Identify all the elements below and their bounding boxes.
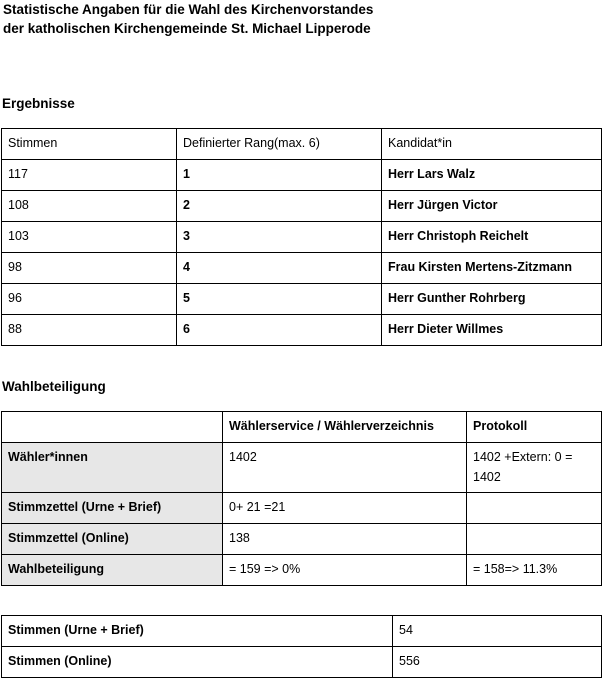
- table-row: [2, 160, 602, 191]
- rank-cell: 5: [177, 284, 382, 315]
- results-header-cell: Kandidat*in: [382, 129, 602, 160]
- rank-cell: 4: [177, 253, 382, 284]
- table-row: [2, 315, 602, 346]
- service-value-cell: 0+ 21 =21: [223, 493, 467, 524]
- row-label-cell: Stimmen (Urne + Brief): [2, 616, 393, 647]
- row-label-cell: Stimmzettel (Online): [2, 524, 223, 555]
- candidate-cell: Herr Lars Walz: [382, 160, 602, 191]
- votes-cell: 98: [2, 253, 177, 284]
- title-line-2: der katholischen Kirchengemeinde St. Michael Lipperode: [3, 21, 371, 36]
- row-label-cell: Stimmen (Online): [2, 647, 393, 678]
- protocol-value-cell: [467, 524, 602, 555]
- candidate-cell: Herr Christoph Reichelt: [382, 222, 602, 253]
- results-header-cell: Stimmen: [2, 129, 177, 160]
- candidate-cell: Herr Jürgen Victor: [382, 191, 602, 222]
- row-label-cell: Stimmzettel (Urne + Brief): [2, 493, 223, 524]
- votes-cell: 117: [2, 160, 177, 191]
- votes-value-cell: 556: [393, 647, 602, 678]
- row-label-cell: Wähler*innen: [2, 443, 223, 493]
- votes-value-cell: 54: [393, 616, 602, 647]
- rank-cell: 1: [177, 160, 382, 191]
- candidate-cell: Herr Dieter Willmes: [382, 315, 602, 346]
- service-value-cell: 138: [223, 524, 467, 555]
- title-line-1: Statistische Angaben für die Wahl des Kirchenvorstandes: [3, 2, 374, 17]
- table-row: [2, 555, 602, 586]
- protocol-value-cell: [467, 493, 602, 524]
- votes-table: [1, 615, 602, 678]
- protocol-value-cell: = 158=> 11.3%: [467, 555, 602, 586]
- candidate-cell: Frau Kirsten Mertens-Zitzmann: [382, 253, 602, 284]
- table-row: [2, 191, 602, 222]
- turnout-table: [1, 411, 602, 586]
- turnout-header-cell: [2, 412, 223, 443]
- turnout-header-cell: Wählerservice / Wählerverzeichnis: [223, 412, 467, 443]
- turnout-header-cell: Protokoll: [467, 412, 602, 443]
- results-header-row: [2, 129, 602, 160]
- results-table: [1, 128, 602, 346]
- votes-cell: 103: [2, 222, 177, 253]
- row-label-cell: Wahlbeteiligung: [2, 555, 223, 586]
- rank-cell: 3: [177, 222, 382, 253]
- candidate-cell: Herr Gunther Rohrberg: [382, 284, 602, 315]
- rank-cell: 6: [177, 315, 382, 346]
- turnout-heading: Wahlbeteiligung: [2, 379, 106, 394]
- table-row: [2, 284, 602, 315]
- turnout-header-row: [2, 412, 602, 443]
- protocol-value-cell: 1402 +Extern: 0 = 1402: [467, 443, 602, 493]
- results-header-cell: Definierter Rang(max. 6): [177, 129, 382, 160]
- votes-cell: 96: [2, 284, 177, 315]
- table-row: [2, 524, 602, 555]
- table-row: [2, 253, 602, 284]
- table-row: [2, 493, 602, 524]
- results-heading: Ergebnisse: [2, 96, 75, 111]
- rank-cell: 2: [177, 191, 382, 222]
- table-row: [2, 443, 602, 493]
- table-row: [2, 616, 602, 647]
- table-row: [2, 647, 602, 678]
- document-title: [3, 0, 373, 38]
- votes-cell: 108: [2, 191, 177, 222]
- votes-cell: 88: [2, 315, 177, 346]
- service-value-cell: = 159 => 0%: [223, 555, 467, 586]
- table-row: [2, 222, 602, 253]
- service-value-cell: 1402: [223, 443, 467, 493]
